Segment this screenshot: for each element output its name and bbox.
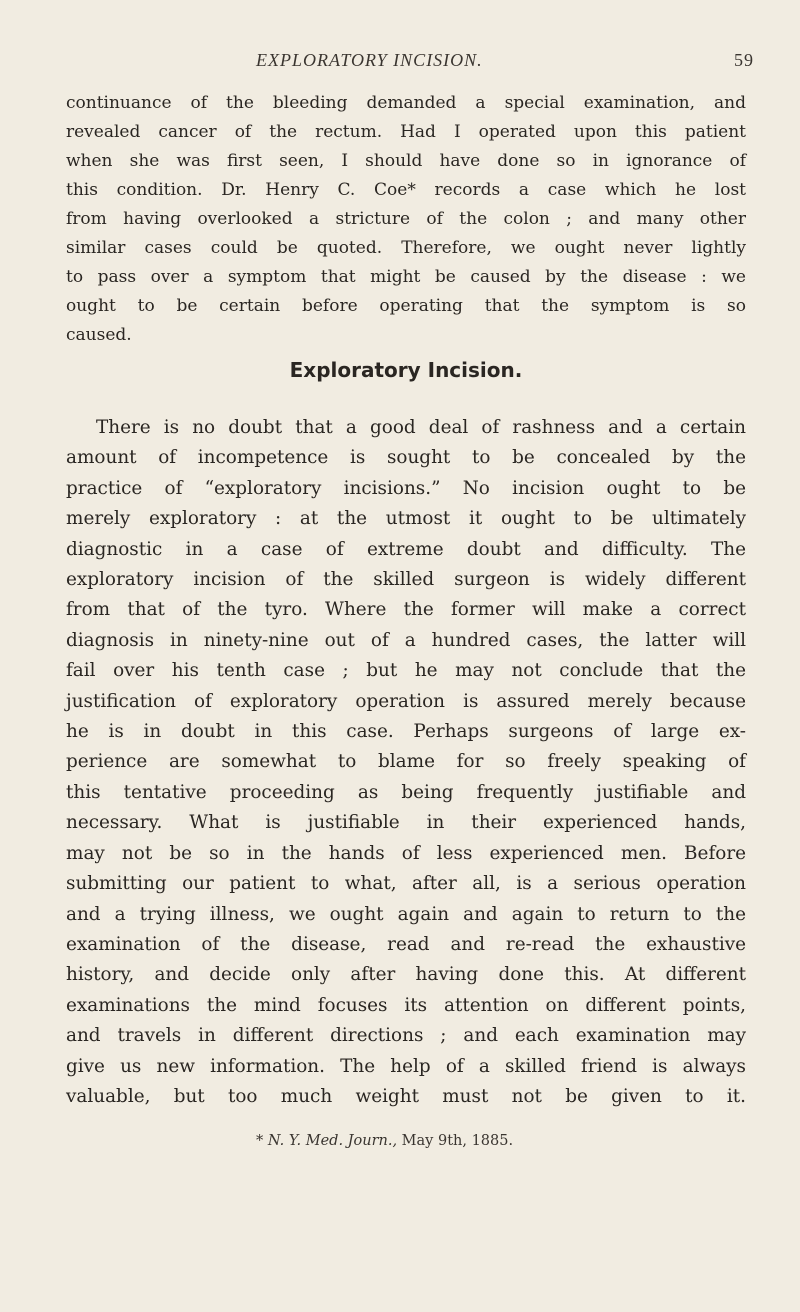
text-line: perience are somewhat to blame for so freely speaking of	[66, 751, 746, 773]
text-line: valuable, but too much weight must not be given to it.	[66, 1085, 746, 1107]
text-line: from that of the tyro. Where the former will make a correct	[66, 599, 746, 621]
text-line: merely exploratory : at the utmost it ought to be ultimately	[66, 508, 746, 530]
text-line: practice of “exploratory incisions.” No incision ought to be	[66, 477, 746, 499]
running-title: EXPLORATORY INCISION.	[256, 50, 483, 70]
footnote-date: May 9th, 1885.	[401, 1133, 514, 1149]
section-heading: Exploratory Incision.	[289, 358, 523, 382]
text-line: diagnosis in ninety-nine out of a hundred cases, the latter will	[66, 629, 746, 651]
footnote	[256, 1133, 513, 1149]
text-line: he is in doubt in this case. Perhaps surgeons of large ex-	[66, 721, 746, 743]
text-line: when she was first seen, I should have done so in ignorance of	[66, 151, 746, 171]
text-line: this condition. Dr. Henry C. Coe* records a case which he lost	[66, 180, 746, 200]
text-line: and travels in different directions ; and each examination may	[66, 1025, 746, 1047]
text-line: There is no doubt that a good deal of rashness and a certain	[96, 417, 746, 438]
footnote-source: N. Y. Med. Journ.,	[267, 1133, 398, 1149]
text-line: and a trying illness, we ought again and again to return to the	[66, 903, 746, 925]
text-line: submitting our patient to what, after all, is a serious operation	[66, 873, 746, 895]
text-line: examination of the disease, read and re-read the exhaustive	[66, 933, 746, 955]
text-line: this tentative proceeding as being frequently justifiable and	[66, 781, 746, 803]
paragraph-continuation	[66, 89, 746, 350]
text-line: give us new information. The help of a skilled friend is always	[66, 1055, 746, 1077]
page-number: 59	[734, 50, 754, 70]
text-line: similar cases could be quoted. Therefore, we ought never lightly	[66, 238, 746, 258]
text-line: from having overlooked a stricture of the colon ; and many other	[66, 209, 746, 229]
text-line: exploratory incision of the skilled surgeon is widely different	[66, 569, 746, 591]
text-line: justification of exploratory operation is assured merely because	[66, 690, 746, 712]
text-line: caused.	[66, 325, 132, 345]
text-line: amount of incompetence is sought to be concealed by the	[66, 447, 746, 469]
text-line: ought to be certain before operating that the symptom is so	[66, 296, 746, 316]
text-line: may not be so in the hands of less experienced men. Before	[66, 842, 746, 864]
text-line: diagnostic in a case of extreme doubt and difficulty. The	[66, 538, 746, 560]
text-line: history, and decide only after having done this. At different	[66, 964, 746, 986]
paragraph-exploratory-incision	[66, 413, 746, 1112]
text-line: fail over his tenth case ; but he may not conclude that the	[66, 660, 746, 682]
footnote-marker: *	[256, 1133, 264, 1149]
text-line: examinations the mind focuses its attention on different points,	[66, 994, 746, 1016]
text-line: necessary. What is justifiable in their experienced hands,	[66, 812, 746, 834]
text-line: revealed cancer of the rectum. Had I operated upon this patient	[66, 122, 746, 142]
text-line: to pass over a symptom that might be caused by the disease : we	[66, 267, 746, 287]
text-line: continuance of the bleeding demanded a special examination, and	[66, 93, 746, 113]
